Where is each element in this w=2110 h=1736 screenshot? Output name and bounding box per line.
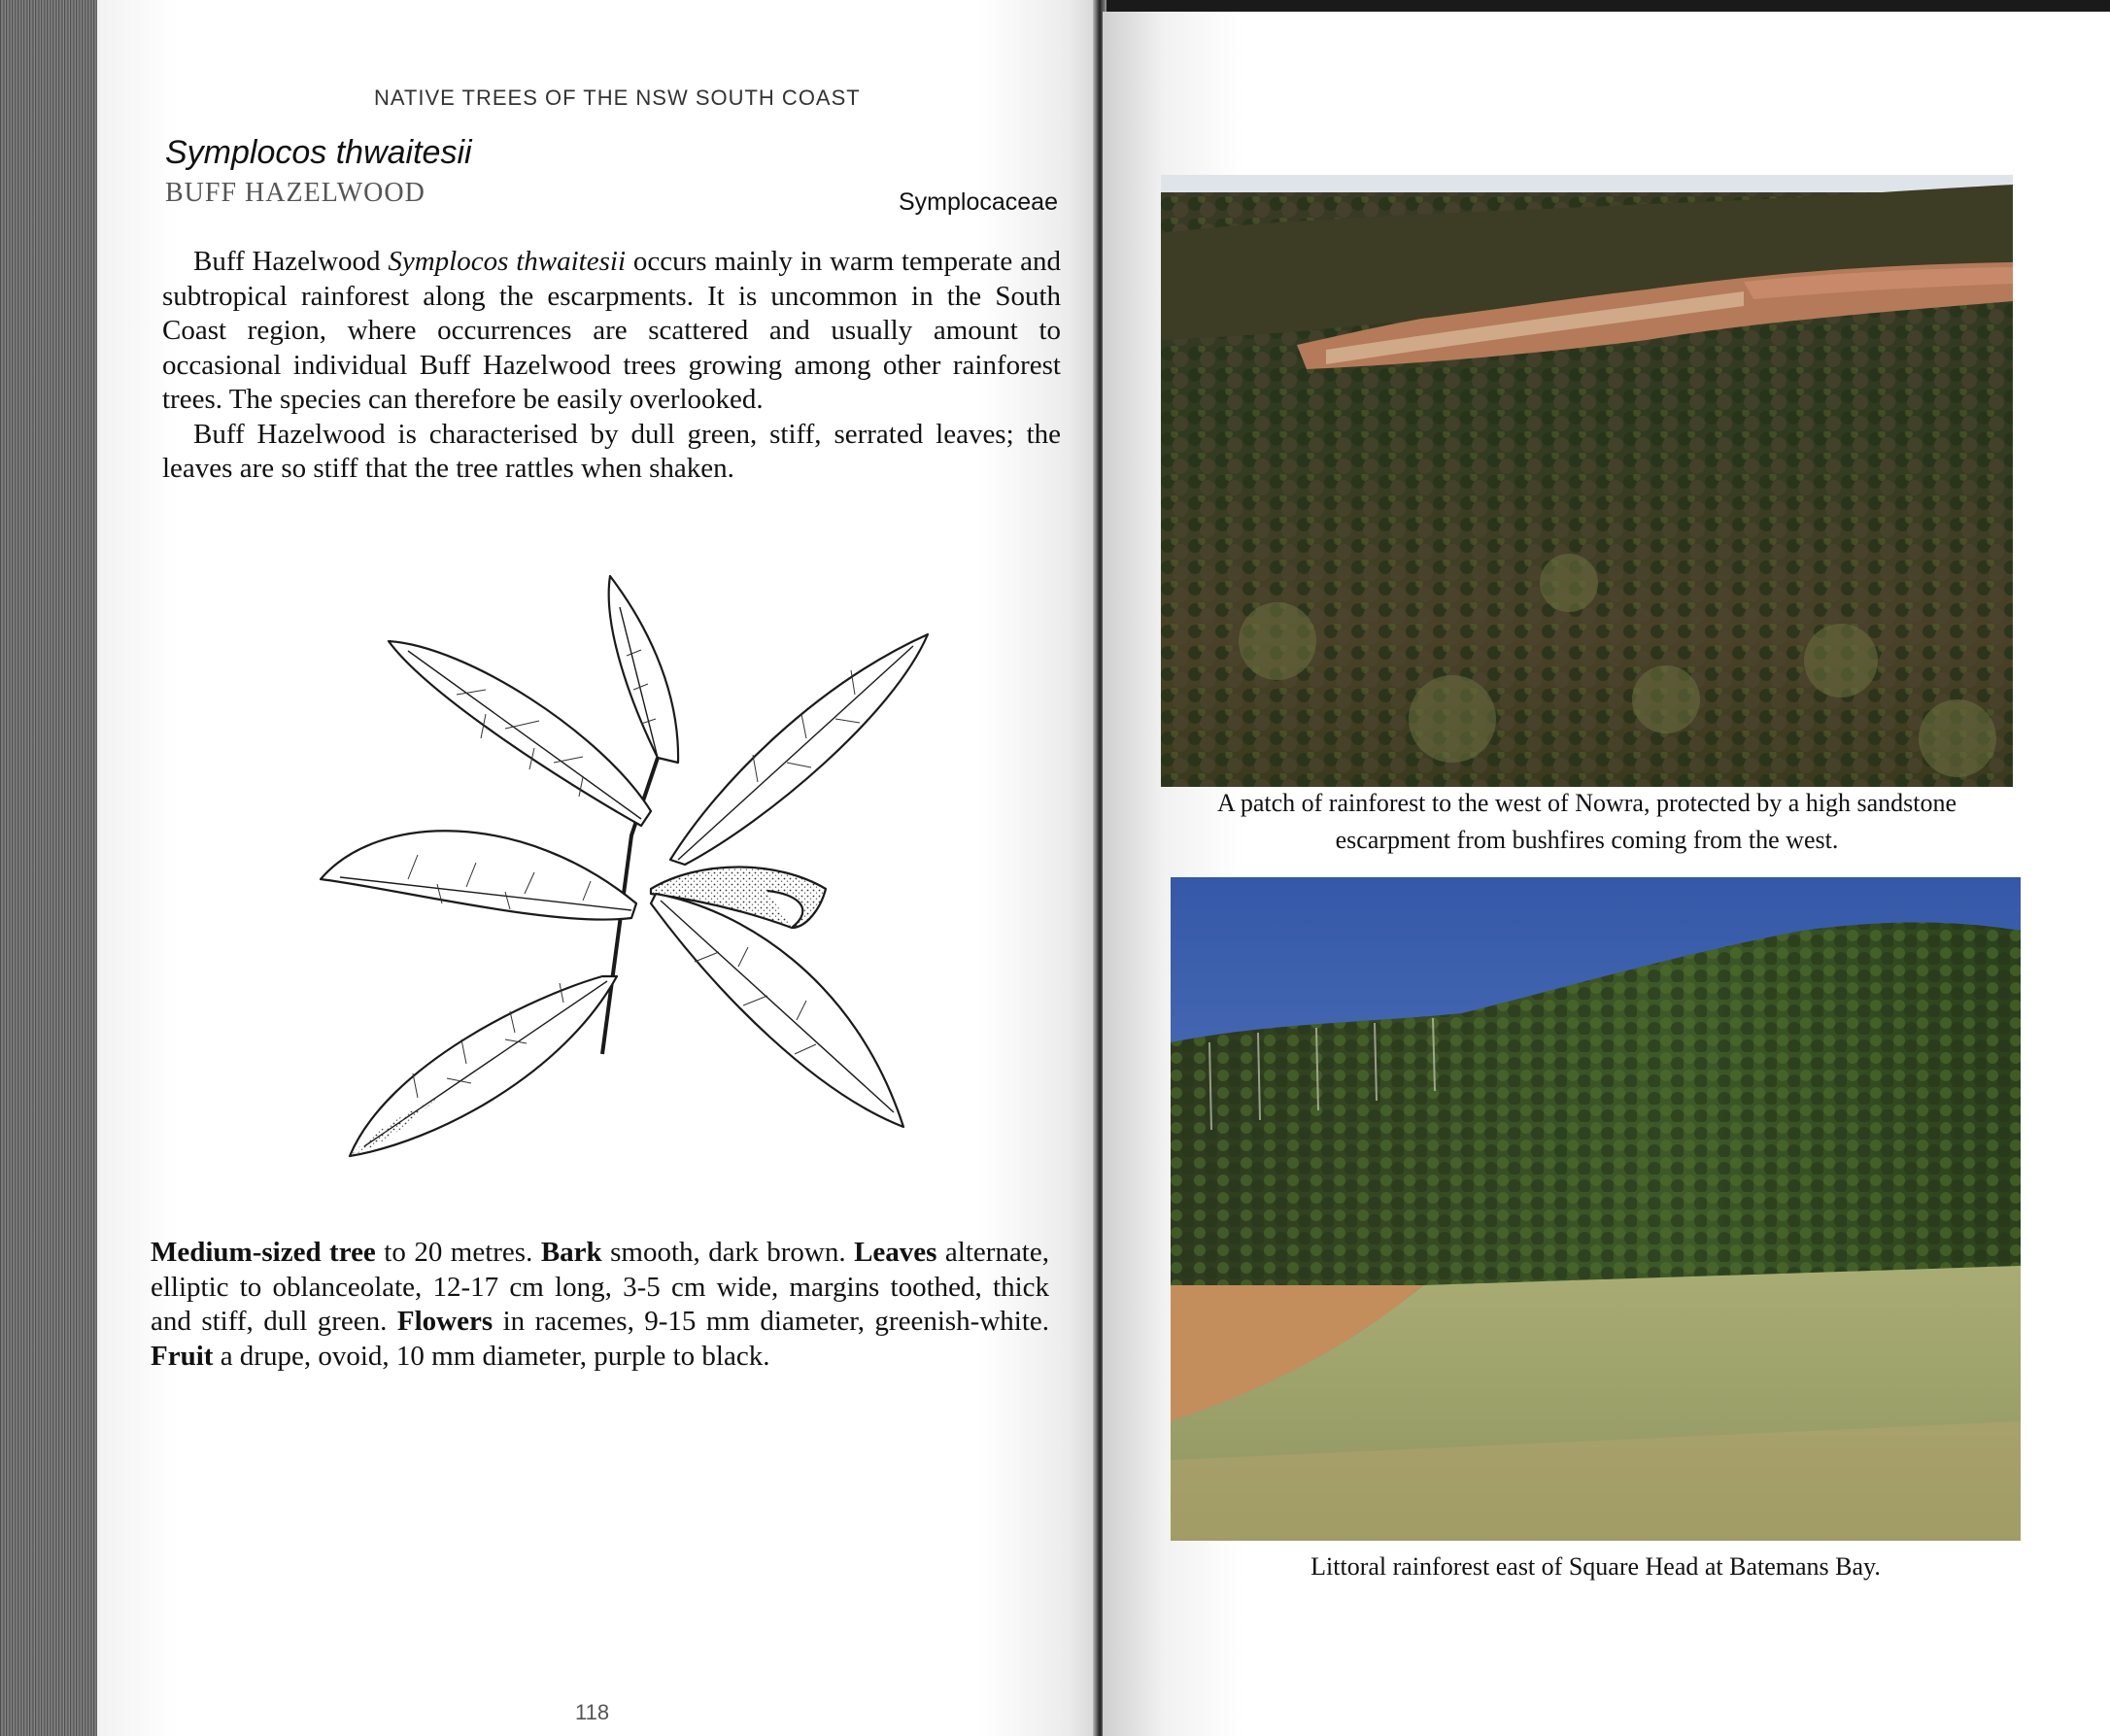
leaf-lower-right xyxy=(651,894,903,1127)
leaves-label: Leaves xyxy=(854,1237,937,1268)
botanical-description xyxy=(151,1236,1049,1374)
caption-photo-1: A patch of rainforest to the west of Nowra, protected by a high sandstone escarpment from bushfires coming from the west. xyxy=(1216,789,1957,854)
leaf-middle-left xyxy=(321,831,636,919)
photo-littoral-rainforest xyxy=(1171,877,2021,1541)
intro-text xyxy=(162,245,1061,487)
fruit-text: a drupe, ovoid, 10 mm diameter, purple to black. xyxy=(213,1340,770,1372)
leaf-top xyxy=(609,576,678,763)
intro-paragraph-1 xyxy=(162,245,1061,418)
bark-label: Bark xyxy=(540,1237,602,1268)
photo-rainforest-nowra xyxy=(1161,175,2013,787)
intro-p1-end: occurs mainly in warm temperate and subtropical rainforest along the escarpments. It is uncommon in the South Coast region, where occurrences are scattered and usually amount to occasional individual Buff Hazelwood trees growing among other rainforest trees. The species can therefore be easily overlooked. xyxy=(162,246,1061,415)
intro-paragraph-2: Buff Hazelwood is characterised by dull green, stiff, serrated leaves; the leaves are so stiff that the tree rattles when shaken. xyxy=(162,418,1061,484)
flowers-text: in racemes, 9-15 mm diameter, greenish-white. xyxy=(493,1306,1049,1337)
size-label: Medium-sized tree xyxy=(151,1237,376,1268)
page-number: 118 xyxy=(575,1700,610,1724)
flowers-label: Flowers xyxy=(396,1306,493,1337)
fruit-label: Fruit xyxy=(151,1340,214,1372)
leaf-illustration xyxy=(311,568,933,1171)
leaves-text: alternate, elliptic to oblanceolate, 12-17 cm long, 3-5 cm wide, margins toothed, thick and stiff, dull green. xyxy=(151,1237,1049,1337)
family-name: Symplocaceae xyxy=(899,188,1058,216)
running-head: NATIVE TREES OF THE NSW SOUTH COAST xyxy=(374,85,861,110)
bark-text: smooth, dark brown. xyxy=(601,1237,855,1268)
page-edges xyxy=(0,0,107,1736)
caption-photo-2: Littoral rainforest east of Square Head at Batemans Bay. xyxy=(1310,1552,1881,1581)
size-text: to 20 metres. xyxy=(375,1237,541,1268)
common-name: BUFF HAZELWOOD xyxy=(165,178,425,208)
intro-p1-species: Symplocos thwaitesii xyxy=(388,246,627,277)
species-title: Symplocos thwaitesii xyxy=(165,134,472,171)
intro-p1-start: Buff Hazelwood xyxy=(193,246,389,277)
